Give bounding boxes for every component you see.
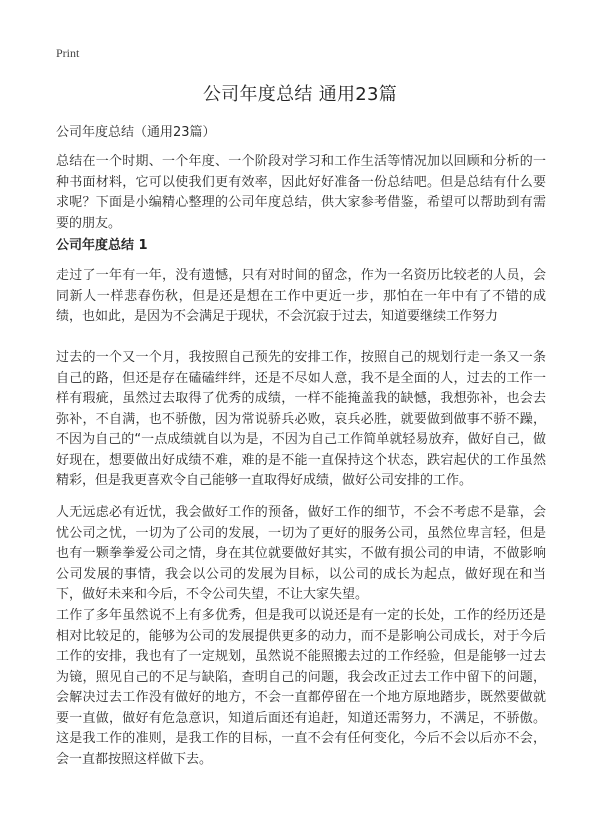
body-paragraph-4: 工作了多年虽然说不上有多优秀，但是我可以说还是有一定的长处，工作的经历还是相对比较足的，能够为公司的发展提供更多的动力，而不是影响公司成长，对于今后工作的安排，我也有了一定规划，虽然说不能照搬去过的工作经验，但是能够一过去为镜，照见自己的不足与缺陷，查明自己的问题，我会改正过去工作中留下的问题，会解决过去工作没有做好的地方，不会一直都停留在一个地方原地踏步，既然要做就要一直做，做好有危急意识，知道后面还有追赶，知道还需努力，不满足，不骄傲。这是我工作的准则，是我工作的目标，一直不会有任何变化，今后不会以后亦不会，会一直都按照这样做下去。 bbox=[56, 608, 546, 767]
page-title: 公司年度总结 通用23篇 bbox=[202, 84, 398, 105]
print-label: Print bbox=[56, 46, 80, 60]
body-paragraph-1: 走过了一年有一年，没有遗憾，只有对时间的留念，作为一名资历比较老的人员，会同新人一样悲春伤秋，但是还是想在工作中更近一步，那怕在一年中有了不错的成绩，也如此，是因为不会满足于现状，不会沉寂于过去，知道要继续工作努力 bbox=[56, 268, 546, 324]
body-paragraph-2: 过去的一个又一个月，我按照自己预先的安排工作，按照自己的规划行走一条又一条自己的路，但还是存在磕磕绊绊，还是不尽如人意，我不是全面的人，过去的工作一样有瑕疵，虽然过去取得了优秀的成绩，一样不能掩盖我的缺憾，我想弥补，也会去弥补，不自满，也不骄傲，因为常说骄兵必败，哀兵必胜，就要做到做事不骄不躁，不因为自己的“一点成绩就自以为是，不因为自己工作简单就轻易放弃，做好自己，做好现在，想要做出好成绩不难，难的是不能一直保持这个状态，跌宕起伏的工作虽然精彩，但是我更喜欢令自己能够一直取得好成绩，做好公司安排的工作。 bbox=[56, 350, 546, 488]
body-paragraph-3: 人无远虑必有近忧，我会做好工作的预备，做好工作的细节，不会不考虑不是靠，会忧公司之忧，一切为了公司的发展，一切为了更好的服务公司，虽然位卑言轻，但是也有一颗拳拳爱公司之情，身在其位就要做好其实，不做有损公司的申请，不做影响公司发展的事情，我会以公司的发展为目标，以公司的成长为起点，做好现在和当下，做好未来和今后，不令公司失望，不让大家失望。 bbox=[56, 505, 546, 602]
document-subtitle: 公司年度总结（通用23篇） bbox=[56, 125, 216, 140]
section-heading: 公司年度总结 1 bbox=[56, 238, 148, 253]
intro-paragraph: 总结在一个时期、一个年度、一个阶段对学习和工作生活等情况加以回顾和分析的一种书面材料，它可以使我们更有效率，因此好好准备一份总结吧。但是总结有什么要求呢？下面是小编精心整理的公司年度总结，供大家参考借鉴，希望可以帮助到有需要的朋友。 bbox=[56, 154, 546, 231]
